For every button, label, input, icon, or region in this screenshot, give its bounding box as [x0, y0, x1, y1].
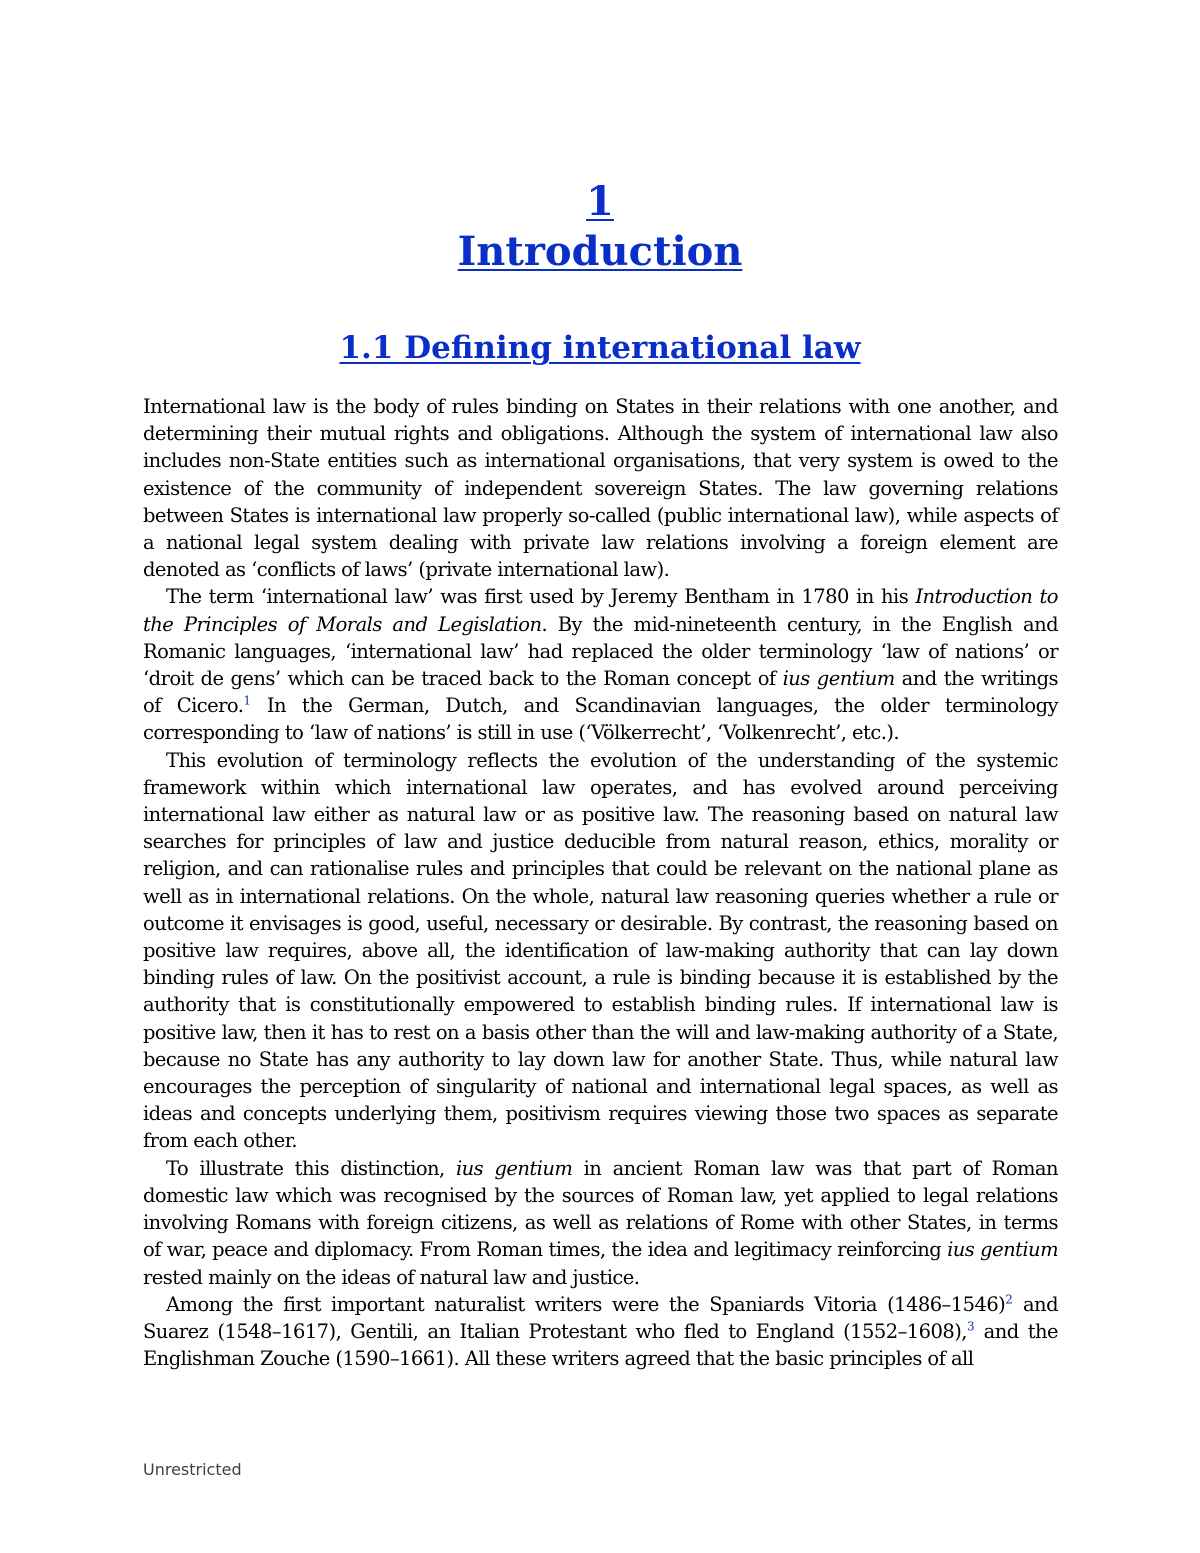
- paragraph-2-text-e: and the writings of Cicero.: [143, 667, 1059, 718]
- paragraph-5-text-b: and Suarez (1548–1617), Gentili, an Italian Protestant who fled to England (1552–1608),: [143, 1292, 1058, 1343]
- footnote-ref-2[interactable]: 2: [1005, 1292, 1013, 1307]
- classification-footer: Unrestricted: [143, 1460, 242, 1479]
- paragraph-2-text-f: In the German, Dutch, and Scandinavian languages, the older terminology corresponding to ‘law of nations’ is still in use (‘Völkerrecht’, ‘Volkenrecht’, etc.).: [143, 694, 1058, 745]
- paragraph-2: [143, 583, 1058, 746]
- paragraph-3: [143, 747, 1058, 1155]
- chapter-title-link[interactable]: Introduction: [457, 228, 743, 275]
- chapter-number: [0, 178, 1200, 226]
- latin-term: ius gentium: [782, 667, 895, 691]
- chapter-number-link[interactable]: 1: [586, 178, 614, 225]
- footnote-ref-3[interactable]: 3: [966, 1319, 975, 1334]
- paragraph-2-text-c: . By the mid-nineteenth century, in the English and Romanic languages, ‘international law’ had replaced the older terminology ‘law of nations’ or ‘droit de gens’ which can be traced back to the Roman concept of: [143, 612, 1059, 691]
- section-heading-link[interactable]: 1.1 Defining international law: [339, 330, 861, 366]
- paragraph-1-text: International law is the body of rules binding on States in their relations with one another, and determining their mutual rights and obligations. Although the system of international law also includes non-State entities such as international organisations, that very system is owed to the existence of the community of independent sovereign States. The law governing relations between States is international law properly so-called (public international law), while aspects of a national legal system dealing with private law relations involving a foreign element are denoted as ‘conflicts of laws’ (private international law).: [143, 395, 1058, 582]
- book-title: Introduction to the Principles of Morals and Legislation: [143, 585, 1058, 636]
- paragraph-5-text-c: and the Englishman Zouche (1590–1661). All these writers agreed that the basic principles of all: [143, 1319, 1058, 1371]
- paragraph-1: [143, 393, 1058, 583]
- paragraph-4-text-e: rested mainly on the ideas of natural law and justice.: [143, 1265, 640, 1289]
- latin-term: ius gentium: [455, 1156, 573, 1180]
- section-heading: [0, 328, 1200, 368]
- paragraph-4-text-a: To illustrate this distinction,: [166, 1156, 456, 1180]
- latin-term: ius gentium: [947, 1238, 1059, 1262]
- paragraph-5: [143, 1291, 1058, 1373]
- paragraph-3-text: This evolution of terminology reflects the evolution of the understanding of the systemic framework within which international law operates, and has evolved around perceiving international law either as natural law or as positive law. The reasoning based on natural law searches for principles of law and justice deducible from natural reason, ethics, morality or religion, and can rationalise rules and principles that could be relevant on the national plane as well as in international relations. On the whole, natural law reasoning queries whether a rule or outcome it envisages is good, useful, necessary or desirable. By contrast, the reasoning based on positive law requires, above all, the identification of law-making authority that can lay down binding rules of law. On the positivist account, a rule is binding because it is established by the authority that is constitutionally empowered to establish binding rules. If international law is positive law, then it has to rest on a basis other than the will and law-making authority of a State, because no State has any authority to lay down law for another State. Thus, while natural law encourages the perception of singularity of national and international legal spaces, as well as ideas and concepts underlying them, positivism requires viewing those two spaces as separate from each other.: [143, 748, 1058, 1153]
- paragraph-2-text-a: The term ‘international law’ was first used by Jeremy Bentham in 1780 in his: [166, 585, 916, 609]
- chapter-title: [0, 228, 1200, 276]
- paragraph-5-text-a: Among the first important naturalist writers were the Spaniards Vitoria (1486–1546): [166, 1292, 1006, 1316]
- body-text: [143, 393, 1058, 1372]
- footnote-ref-1[interactable]: 1: [243, 693, 252, 708]
- paragraph-4: [143, 1155, 1058, 1291]
- paragraph-4-text-c: in ancient Roman law was that part of Roman domestic law which was recognised by the sources of Roman law, yet applied to legal relations involving Romans with foreign citizens, as well as relations of Rome with other States, in terms of war, peace and diplomacy. From Roman times, the idea and legitimacy reinforcing: [143, 1156, 1059, 1262]
